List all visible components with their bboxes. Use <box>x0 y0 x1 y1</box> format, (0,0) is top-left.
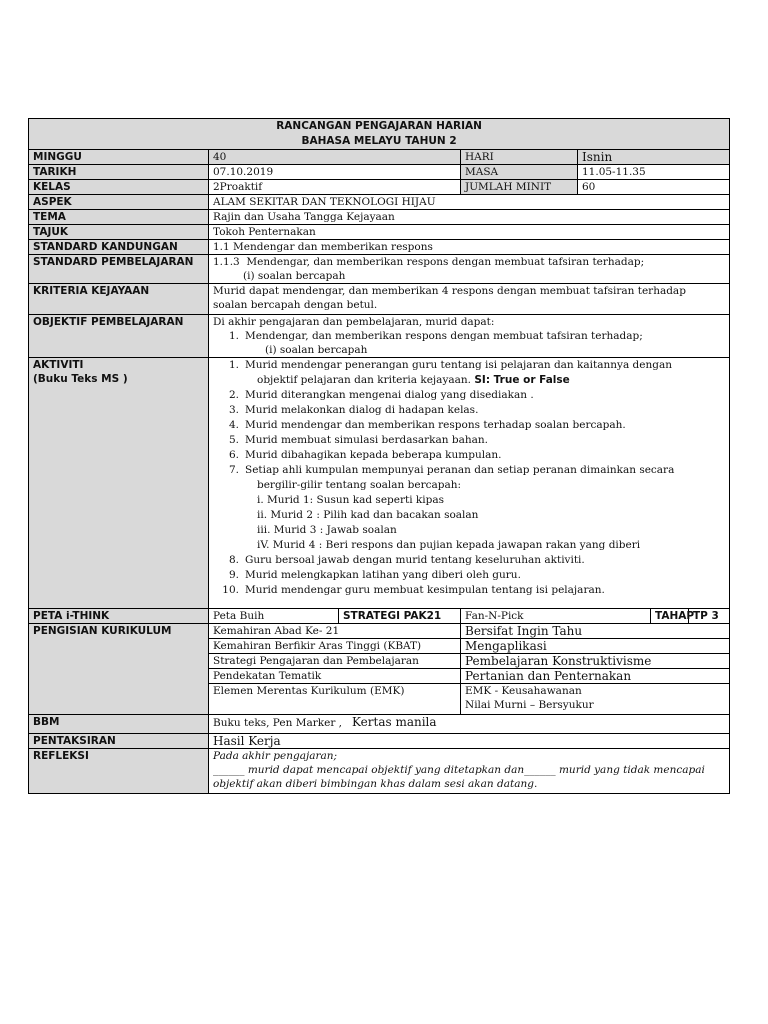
kurikulum-item-value: Pembelajaran Konstruktivisme <box>461 654 730 669</box>
bbm-value2: Kertas manila <box>352 715 437 729</box>
kriteria-line1: Murid dapat mendengar, dan memberikan 4 respons dengan membuat tafsiran terhadap <box>213 285 686 297</box>
tema-label: TEMA <box>29 210 209 225</box>
plan-title: RANCANGAN PENGAJARAN HARIAN <box>276 120 482 132</box>
row-aktiviti <box>29 358 730 609</box>
kelas-label: KELAS <box>29 180 209 195</box>
aktiviti-item: 9. Murid melengkapkan latihan yang diberi oleh guru. <box>228 569 521 581</box>
row-standard-pembelajaran <box>29 255 730 284</box>
aktiviti-item-cont: bergilir-gilir tentang soalan bercapah: <box>257 479 462 491</box>
row-bbm <box>29 715 730 734</box>
aktiviti-item-cont: objektif pelajaran dan kriteria kejayaan. SI: True or False <box>257 374 570 386</box>
role-item: iii. Murid 3 : Jawab soalan <box>257 524 397 536</box>
tahap-value: TP 3 <box>689 609 730 624</box>
si-label: SI: True or False <box>474 374 570 386</box>
pentaksiran-value: Hasil Kerja <box>209 734 730 749</box>
emk-value2: Nilai Murni – Bersyukur <box>465 699 594 711</box>
sp-value: Mendengar, dan memberikan respons dengan membuat tafsiran terhadap; <box>246 256 645 268</box>
kurikulum-item-value: Pertanian dan Penternakan <box>461 669 730 684</box>
refleksi-line2: ______ murid dapat mencapai objektif yang ditetapkan dan______ murid yang tidak mencapai <box>213 764 705 776</box>
row-aspek <box>29 195 730 210</box>
row-tema <box>29 210 730 225</box>
tahap-label: TAHAP <box>651 609 689 624</box>
row-tarikh <box>29 165 730 180</box>
row-peta-ithink <box>29 609 730 624</box>
aktiviti-item: 3. Murid melakonkan dialog di hadapan kelas. <box>228 404 479 416</box>
kurikulum-label: PENGISIAN KURIKULUM <box>29 624 209 715</box>
kriteria-line2: soalan bercapah dengan betul. <box>213 299 378 311</box>
lesson-plan-page <box>28 118 729 794</box>
kurikulum-item-value: Mengaplikasi <box>461 639 730 654</box>
sk-value: 1.1 Mendengar dan memberikan respons <box>209 240 730 255</box>
kurikulum-item-name: Kemahiran Berfikir Aras Tinggi (KBAT) <box>209 639 461 654</box>
minggu-label: MINGGU <box>29 150 209 165</box>
objektif-label: OBJEKTIF PEMBELAJARAN <box>29 315 209 358</box>
tema-value: Rajin dan Usaha Tangga Kejayaan <box>209 210 730 225</box>
aktiviti-label2: (Buku Teks MS ) <box>33 373 128 385</box>
refleksi-line1: Pada akhir pengajaran; <box>213 750 338 762</box>
kriteria-label: KRITERIA KEJAYAAN <box>29 284 209 315</box>
header-row <box>29 119 730 150</box>
role-item: iV. Murid 4 : Beri respons dan pujian kepada jawapan rakan yang diberi <box>257 539 641 551</box>
kelas-value: 2Proaktif <box>209 180 461 195</box>
row-objektif <box>29 315 730 358</box>
strategi-label: STRATEGI PAK21 <box>339 609 461 624</box>
peta-label: PETA i-THINK <box>29 609 209 624</box>
row-refleksi <box>29 749 730 794</box>
row-kelas <box>29 180 730 195</box>
aktiviti-item: 6. Murid dibahagikan kepada beberapa kumpulan. <box>228 449 502 461</box>
refleksi-line3: objektif akan diberi bimbingan khas dalam sesi akan datang. <box>213 778 538 790</box>
objektif-sub: (i) soalan bercapah <box>265 344 368 356</box>
peta-value: Peta Buih <box>209 609 339 624</box>
objektif-intro: Di akhir pengajaran dan pembelajaran, murid dapat: <box>213 316 495 328</box>
emk-name: Elemen Merentas Kurikulum (EMK) <box>209 684 461 715</box>
objektif-num: 1. <box>228 330 239 342</box>
aspek-value: ALAM SEKITAR DAN TEKNOLOGI HIJAU <box>209 195 730 210</box>
kurikulum-item-name: Kemahiran Abad Ke- 21 <box>209 624 461 639</box>
row-tajuk <box>29 225 730 240</box>
sp-sub: (i) soalan bercapah <box>243 270 346 282</box>
refleksi-label: REFLEKSI <box>29 749 209 794</box>
row-kurikulum <box>29 624 730 639</box>
aktiviti-item: 1. Murid mendengar penerangan guru tentang isi pelajaran dan kaitannya dengan <box>228 359 672 371</box>
aktiviti-item: 7. Setiap ahli kumpulan mempunyai peranan dan setiap peranan dimainkan secara <box>228 464 675 476</box>
jumlah-minit-label: JUMLAH MINIT <box>461 180 578 195</box>
aktiviti-item: 4. Murid mendengar dan memberikan respons terhadap soalan bercapah. <box>228 419 626 431</box>
kurikulum-item-name: Pendekatan Tematik <box>209 669 461 684</box>
emk-value1: EMK - Keusahawanan <box>465 685 582 697</box>
masa-value: 11.05-11.35 <box>578 165 730 180</box>
sp-code: 1.1.3 <box>213 256 240 268</box>
role-item: i. Murid 1: Susun kad seperti kipas <box>257 494 444 506</box>
kurikulum-item-value: Bersifat Ingin Tahu <box>461 624 730 639</box>
role-item: ii. Murid 2 : Pilih kad dan bacakan soalan <box>257 509 479 521</box>
strategi-value: Fan-N-Pick <box>461 609 651 624</box>
sk-label: STANDARD KANDUNGAN <box>29 240 209 255</box>
aktiviti-item: 8. Guru bersoal jawab dengan murid tentang keseluruhan aktiviti. <box>228 554 585 566</box>
row-minggu <box>29 150 730 165</box>
row-kriteria <box>29 284 730 315</box>
lesson-plan-table <box>28 118 730 794</box>
aspek-label: ASPEK <box>29 195 209 210</box>
aktiviti-item: 5. Murid membuat simulasi berdasarkan bahan. <box>228 434 488 446</box>
plan-subtitle: BAHASA MELAYU TAHUN 2 <box>301 135 457 147</box>
tarikh-label: TARIKH <box>29 165 209 180</box>
aktiviti-item: 10. Murid mendengar guru membuat kesimpulan tentang isi pelajaran. <box>222 584 605 596</box>
pentaksiran-label: PENTAKSIRAN <box>29 734 209 749</box>
row-pentaksiran <box>29 734 730 749</box>
sp-label: STANDARD PEMBELAJARAN <box>29 255 209 284</box>
aktiviti-item: 2. Murid diterangkan mengenai dialog yang disediakan . <box>228 389 534 401</box>
tajuk-value: Tokoh Penternakan <box>209 225 730 240</box>
masa-label: MASA <box>461 165 578 180</box>
row-standard-kandungan <box>29 240 730 255</box>
hari-value: Isnin <box>578 150 730 165</box>
aktiviti-label: AKTIVITI <box>33 359 84 371</box>
minggu-value: 40 <box>209 150 461 165</box>
bbm-value: Buku teks, Pen Marker , <box>213 717 343 729</box>
jumlah-minit-value: 60 <box>578 180 730 195</box>
tajuk-label: TAJUK <box>29 225 209 240</box>
hari-label: HARI <box>461 150 578 165</box>
bbm-label: BBM <box>29 715 209 734</box>
tarikh-value: 07.10.2019 <box>209 165 461 180</box>
objektif-item: Mendengar, dan memberikan respons dengan membuat tafsiran terhadap; <box>245 330 643 342</box>
kurikulum-item-name: Strategi Pengajaran dan Pembelajaran <box>209 654 461 669</box>
